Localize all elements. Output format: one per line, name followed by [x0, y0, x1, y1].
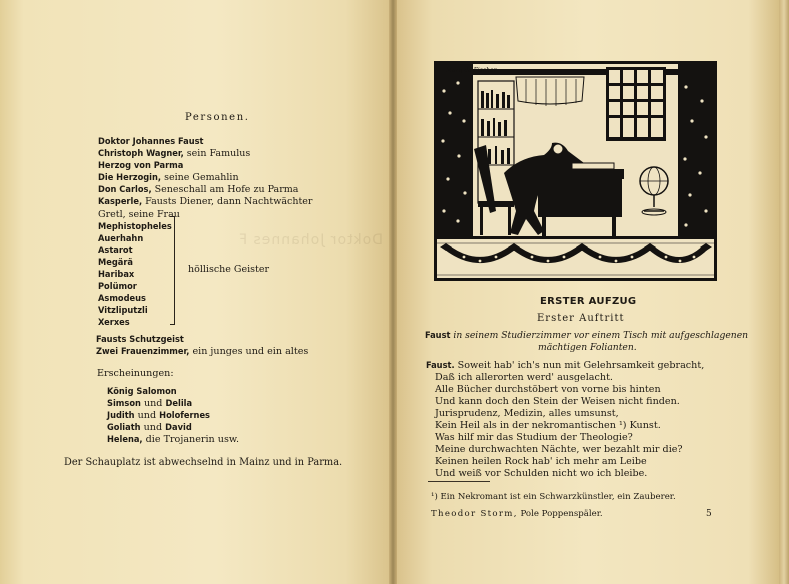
verse-line: Und weiß vor Schulden nicht wo ich bleibe. — [435, 468, 648, 479]
apparition-name: Simson — [107, 398, 141, 409]
cast-name: Megärä — [98, 256, 133, 268]
verse-line: Was hilf mir das Studium der Theologie? — [435, 432, 633, 443]
page-number: 5 — [706, 509, 712, 519]
cast-name: Kasperle, — [98, 196, 143, 208]
footnote: ¹) Ein Nekromant ist ein Schwarzkünstler, ein Zauberer. — [431, 492, 676, 502]
apparition-name: König Salomon — [107, 386, 177, 397]
cast-row — [98, 184, 312, 196]
scene-heading: Erster Auftritt — [537, 313, 625, 324]
cast-name: Zwei Frauenzimmer, — [96, 346, 190, 357]
footer-author: Theodor Storm, — [431, 509, 518, 519]
und-text: und — [143, 422, 163, 433]
apparition-row — [107, 398, 192, 410]
apparition-row — [107, 410, 210, 422]
page-footer — [431, 508, 603, 520]
book-gutter — [389, 0, 397, 584]
cast-row — [98, 148, 312, 160]
verse-line: Daß ich allerorten werd' ausgelacht. — [435, 372, 613, 383]
apparition-name: Goliath — [107, 422, 141, 433]
cast-name: Asmodeus — [98, 293, 146, 305]
cast-name: Mephistopheles — [98, 220, 172, 232]
stage-direction-name: Faust — [425, 330, 451, 341]
cast-role: Fausts Diener, dann Nachtwächter — [145, 196, 313, 208]
cast-role: die Trojanerin usw. — [145, 434, 239, 445]
cast-name: Xerxes — [98, 317, 130, 329]
apparition-name: Holofernes — [159, 410, 210, 421]
verse-text: Soweit hab' ich's nun mit Gelehrsamkeit gebracht, — [457, 360, 705, 371]
apparition-name: Helena, — [107, 434, 143, 445]
cast-row — [98, 305, 312, 317]
cast-role: sein Famulus — [186, 148, 251, 160]
zwei-frauenzimmer-line — [96, 346, 308, 358]
cast-role: Gretl, seine Frau — [98, 208, 180, 220]
footnote-rule — [428, 481, 490, 482]
cast-row — [98, 196, 312, 208]
verse-line — [426, 360, 704, 372]
apparition-row — [107, 434, 239, 446]
cast-role: ein junges und ein altes — [192, 346, 309, 357]
act-heading: ERSTER AUFZUG — [540, 296, 637, 307]
und-text: und — [143, 398, 163, 409]
cast-name: Auerhahn — [98, 232, 144, 244]
show-through-text: Doktor Johannes F — [238, 232, 384, 248]
apparition-name: Judith — [107, 410, 135, 421]
stage-direction-text: mächtigen Folianten. — [538, 342, 637, 353]
cast-row — [98, 293, 312, 305]
page-edges — [779, 0, 789, 584]
footer-title: Pole Poppenspäler. — [520, 509, 603, 519]
cast-role: Seneschall am Hofe zu Parma — [154, 184, 299, 196]
cast-row — [98, 172, 312, 184]
speaker-name: Faust. — [426, 360, 455, 371]
cast-row — [98, 317, 312, 329]
schauplatz-line: Der Schauplatz ist abwechselnd in Mainz und in Parma. — [64, 457, 343, 468]
stage-direction-text: in seinem Studierzimmer vor einem Tisch mit aufgeschlagenen — [453, 330, 749, 341]
apparition-name: David — [165, 422, 192, 433]
cast-name: Haribax — [98, 269, 135, 281]
erscheinungen-label: Erscheinungen: — [97, 368, 174, 379]
illustration-signature: Marg de Fischer — [446, 67, 497, 74]
cast-role: seine Gemahlin — [164, 172, 239, 184]
und-text: und — [137, 410, 157, 421]
cast-name: Don Carlos, — [98, 184, 152, 196]
cast-row — [98, 209, 312, 221]
faust-study-illustration — [434, 61, 717, 281]
verse-line: Meine durchwachten Nächte, wer bezahlt mir die? — [435, 444, 683, 455]
verse-line: Keinen heilen Rock hab' ich mehr am Leibe — [435, 456, 647, 467]
verse-line: Und kann doch den Stein der Weisen nicht finden. — [435, 396, 680, 407]
cast-row — [98, 136, 312, 148]
verse-line: Jurisprudenz, Medizin, alles umsunst, — [435, 408, 619, 419]
cast-name: Doktor Johannes Faust — [98, 136, 204, 147]
cast-row — [98, 221, 312, 233]
verse-line: Kein Heil als in der nekromantischen ¹) Kunst. — [435, 420, 661, 431]
verse-line: Alle Bücher durchstöbert von vorne bis hinten — [435, 384, 661, 395]
apparition-row — [107, 422, 192, 434]
cast-name: Herzog von Parma — [98, 160, 184, 172]
cast-heading: Personen. — [185, 112, 250, 123]
cast-row — [98, 160, 312, 172]
apparition-name: Delila — [165, 398, 193, 409]
apparition-row — [107, 386, 177, 398]
cast-row — [98, 281, 312, 293]
devils-bracket — [170, 216, 175, 325]
cast-name: Die Herzogin, — [98, 172, 162, 184]
cast-name: Vitzliputzli — [98, 305, 148, 317]
cast-name: Polümor — [98, 281, 137, 293]
schutzgeist-line — [96, 334, 184, 346]
stage-direction-line — [425, 330, 748, 342]
cast-name: Christoph Wagner, — [98, 148, 184, 160]
devils-label: höllische Geister — [188, 264, 270, 275]
cast-name: Fausts Schutzgeist — [96, 334, 184, 345]
cast-name: Astarot — [98, 244, 133, 256]
